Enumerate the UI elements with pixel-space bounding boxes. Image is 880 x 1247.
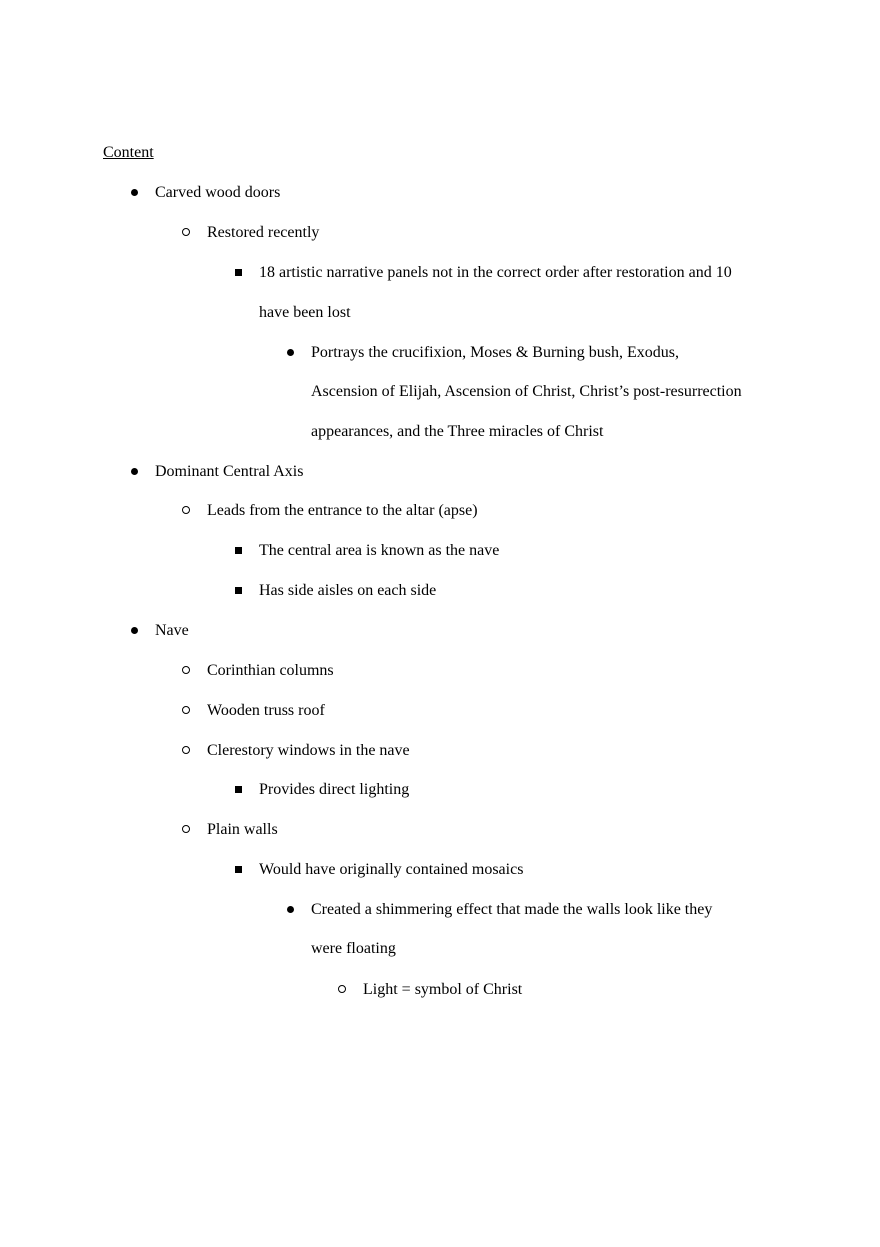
- list-item-shimmering-line1: Created a shimmering effect that made the walls look like they: [311, 901, 713, 918]
- list-item-side-aisles: Has side aisles on each side: [259, 582, 437, 599]
- list-item-dominant-axis: Dominant Central Axis: [155, 463, 304, 480]
- list-item-carved-doors: Carved wood doors: [155, 184, 281, 201]
- list-item-portrays-line2: Ascension of Elijah, Ascension of Christ, Christ’s post-resurrection: [311, 383, 742, 400]
- bullet-circle-icon: [178, 740, 194, 762]
- bullet-circle-icon: [178, 222, 194, 244]
- list-item-plain-walls: Plain walls: [207, 821, 278, 838]
- bullet-square-icon: [230, 779, 246, 801]
- bullet-square-icon: [230, 580, 246, 602]
- bullet-circle-icon: [334, 979, 350, 1001]
- list-item-panels-line2: have been lost: [259, 304, 351, 321]
- list-item-portrays-line3: appearances, and the Three miracles of Christ: [311, 423, 604, 440]
- list-item-portrays-line1: Portrays the crucifixion, Moses & Burning bush, Exodus,: [311, 344, 679, 361]
- list-item-truss-roof: Wooden truss roof: [207, 702, 325, 719]
- bullet-disc-icon: [126, 182, 142, 204]
- list-item-shimmering-line2: were floating: [311, 940, 396, 957]
- bullet-circle-icon: [178, 819, 194, 841]
- bullet-square-icon: [230, 540, 246, 562]
- list-item-leads-from: Leads from the entrance to the altar (apse): [207, 502, 478, 519]
- bullet-disc-icon: [282, 899, 298, 921]
- list-item-light-symbol: Light = symbol of Christ: [363, 981, 523, 998]
- list-item-clerestory: Clerestory windows in the nave: [207, 742, 410, 759]
- bullet-circle-icon: [178, 700, 194, 722]
- list-item-panels-line1: 18 artistic narrative panels not in the correct order after restoration and 10: [259, 264, 732, 281]
- list-item-nave: Nave: [155, 622, 189, 639]
- bullet-disc-icon: [126, 620, 142, 642]
- bullet-circle-icon: [178, 500, 194, 522]
- bullet-square-icon: [230, 859, 246, 881]
- list-item-direct-lighting: Provides direct lighting: [259, 781, 410, 798]
- list-item-mosaics: Would have originally contained mosaics: [259, 861, 524, 878]
- section-heading: Content: [103, 144, 154, 161]
- bullet-disc-icon: [282, 342, 298, 364]
- bullet-disc-icon: [126, 461, 142, 483]
- bullet-circle-icon: [178, 660, 194, 682]
- list-item-central-area: The central area is known as the nave: [259, 542, 500, 559]
- list-item-corinthian: Corinthian columns: [207, 662, 334, 679]
- bullet-square-icon: [230, 262, 246, 284]
- list-item-restored: Restored recently: [207, 224, 320, 241]
